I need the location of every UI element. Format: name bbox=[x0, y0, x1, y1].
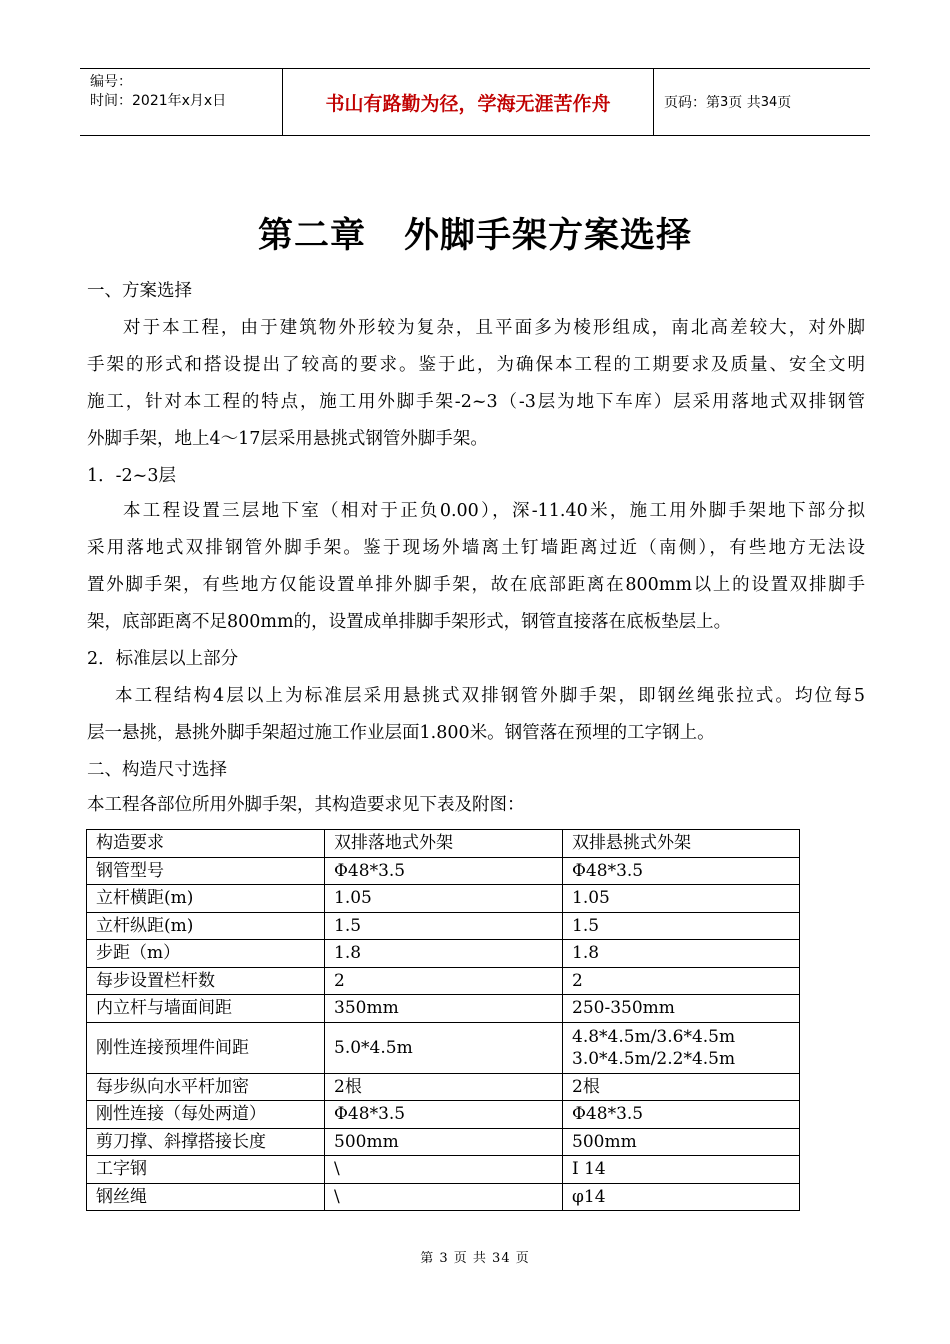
table-cell: φ14 bbox=[563, 1183, 800, 1211]
table-row bbox=[87, 1128, 800, 1156]
table-header-cell: 构造要求 bbox=[87, 830, 325, 858]
table-cell: 500mm bbox=[325, 1128, 563, 1156]
paragraph-2-line-3: 置外脚手架，有些地方仅能设置单排外脚手架，故在底部距离在800mm以上的设置双排脚手 bbox=[87, 575, 865, 595]
table-cell: 250-350mm bbox=[563, 995, 800, 1023]
table-row bbox=[87, 940, 800, 968]
page-current: 3 bbox=[720, 94, 729, 110]
table-cell: 1.8 bbox=[563, 940, 800, 968]
number-label: 编号： bbox=[90, 74, 132, 90]
table-cell-line: 3.0*4.5m/2.2*4.5m bbox=[572, 1048, 736, 1069]
table-cell: 每步纵向水平杆加密 bbox=[87, 1073, 325, 1101]
table-cell: 1.5 bbox=[325, 912, 563, 940]
table-cell: 1.8 bbox=[325, 940, 563, 968]
table-cell: \ bbox=[325, 1183, 563, 1211]
page-total: 34 bbox=[760, 94, 778, 110]
page-header bbox=[80, 68, 870, 136]
table-cell: 剪刀撑、斜撑搭接长度 bbox=[87, 1128, 325, 1156]
construction-spec-table bbox=[86, 829, 800, 1211]
table-row bbox=[87, 885, 800, 913]
table-row bbox=[87, 912, 800, 940]
table-cell: 刚性连接（每处两道） bbox=[87, 1101, 325, 1129]
table-cell-multiline bbox=[563, 1022, 800, 1073]
table-cell: 每步设置栏杆数 bbox=[87, 967, 325, 995]
table-cell: 步距（m） bbox=[87, 940, 325, 968]
table-cell: 钢丝绳 bbox=[87, 1183, 325, 1211]
table-intro: 本工程各部位所用外脚手架，其构造要求见下表及附图： bbox=[87, 795, 525, 815]
table-cell: 2根 bbox=[325, 1073, 563, 1101]
table-cell: 刚性连接预埋件间距 bbox=[87, 1022, 325, 1073]
table-cell: 1.05 bbox=[325, 885, 563, 913]
chapter-title bbox=[0, 208, 950, 258]
table-row bbox=[87, 1101, 800, 1129]
table-row bbox=[87, 1156, 800, 1184]
section-heading-1: 一、方案选择 bbox=[87, 281, 192, 301]
paragraph-1-line-4: 外脚手架，地上4～17层采用悬挑式钢管外脚手架。 bbox=[87, 429, 488, 449]
table-cell: \ bbox=[325, 1156, 563, 1184]
page-suffix: 页 bbox=[777, 95, 792, 111]
table-cell: I 14 bbox=[563, 1156, 800, 1184]
table-cell: 立杆纵距(m) bbox=[87, 912, 325, 940]
table-cell: Φ48*3.5 bbox=[563, 857, 800, 885]
header-page-info bbox=[654, 69, 870, 135]
table-row bbox=[87, 1073, 800, 1101]
page-prefix: 页码：第 bbox=[664, 95, 720, 111]
header-motto: 书山有路勤为径，学海无涯苦作舟 bbox=[282, 69, 654, 135]
section-heading-2: 二、构造尺寸选择 bbox=[87, 760, 227, 780]
chapter-name: 外脚手架方案选择 bbox=[404, 216, 693, 256]
table-row bbox=[87, 967, 800, 995]
chapter-number: 第二章 bbox=[257, 216, 366, 256]
paragraph-2-line-4: 架，底部距离不足800mm的，设置成单排脚手架形式，钢管直接落在底板垫层上。 bbox=[87, 612, 732, 632]
table-cell-line: 4.8*4.5m/3.6*4.5m bbox=[572, 1026, 736, 1047]
table-cell: Φ48*3.5 bbox=[325, 857, 563, 885]
subheading-1: 1．-2~3层 bbox=[87, 466, 176, 486]
paragraph-2-line-2: 采用落地式双排钢管外脚手架。鉴于现场外墙离土钉墙距离过近（南侧），有些地方无法设 bbox=[87, 538, 865, 558]
table-cell: 2 bbox=[325, 967, 563, 995]
paragraph-1-line-2: 手架的形式和搭设提出了较高的要求。鉴于此，为确保本工程的工期要求及质量、安全文明 bbox=[87, 355, 865, 375]
table-header-cell: 双排落地式外架 bbox=[325, 830, 563, 858]
table-cell: 工字钢 bbox=[87, 1156, 325, 1184]
page-footer: 第 3 页 共 34 页 bbox=[420, 1251, 530, 1266]
table-cell: Φ48*3.5 bbox=[563, 1101, 800, 1129]
paragraph-3-line-2: 层一悬挑，悬挑外脚手架超过施工作业层面1.800米。钢管落在预埋的工字钢上。 bbox=[87, 723, 715, 743]
table-cell: 2根 bbox=[563, 1073, 800, 1101]
table-cell: 2 bbox=[563, 967, 800, 995]
subheading-2: 2．标准层以上部分 bbox=[87, 649, 239, 669]
table-header-cell: 双排悬挑式外架 bbox=[563, 830, 800, 858]
paragraph-2-line-1: 本工程设置三层地下室（相对于正负0.00），深-11.40米，施工用外脚手架地下部分拟 bbox=[123, 501, 865, 521]
date-label: 时间：2021年x月x日 bbox=[90, 93, 227, 109]
table-row bbox=[87, 1022, 800, 1073]
table-cell: 钢管型号 bbox=[87, 857, 325, 885]
table-row bbox=[87, 857, 800, 885]
table-cell: 5.0*4.5m bbox=[325, 1022, 563, 1073]
table-row bbox=[87, 995, 800, 1023]
table-cell: 1.05 bbox=[563, 885, 800, 913]
paragraph-3-line-1: 本工程结构4层以上为标准层采用悬挑式双排钢管外脚手架，即钢丝绳张拉式。均位每5 bbox=[115, 686, 865, 706]
paragraph-1-line-1: 对于本工程，由于建筑物外形较为复杂，且平面多为棱形组成，南北高差较大，对外脚 bbox=[123, 318, 865, 338]
table-header-row bbox=[87, 830, 800, 858]
table-cell: 内立杆与墙面间距 bbox=[87, 995, 325, 1023]
table-cell: Φ48*3.5 bbox=[325, 1101, 563, 1129]
header-meta bbox=[80, 69, 282, 135]
page-mid: 页 共 bbox=[728, 95, 761, 111]
table-row bbox=[87, 1183, 800, 1211]
table-cell: 立杆横距(m) bbox=[87, 885, 325, 913]
table-cell: 500mm bbox=[563, 1128, 800, 1156]
table-cell: 1.5 bbox=[563, 912, 800, 940]
table-cell: 350mm bbox=[325, 995, 563, 1023]
paragraph-1-line-3: 施工，针对本工程的特点，施工用外脚手架-2~3（-3层为地下车库）层采用落地式双排钢管 bbox=[87, 392, 865, 412]
